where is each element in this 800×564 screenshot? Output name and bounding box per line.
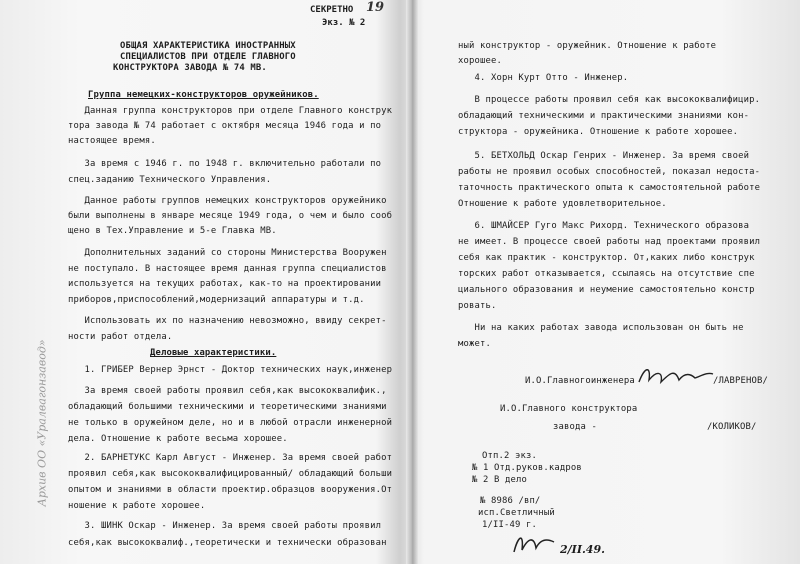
signature-lavrenov [635, 362, 715, 390]
handwritten-initials [510, 528, 560, 558]
group-heading: Группа немецких-конструкторов оружейников. [88, 90, 319, 100]
business-characteristics-heading: Деловые характеристики. [150, 348, 277, 358]
page-gutter [406, 0, 418, 564]
archive-watermark: Архив ОО «Уралвагонзавод» [35, 339, 49, 507]
right-page: ный конструктор - оружейник. Отношение к работе хорошее. 4. Хорн Курт Отто - Инженер. В процессе работы проявил себя как высококвалифицир. обладающий техническими и практическими знаниями кон- структора - оружейника. Отношение к работе хорошее. 5. БЕТХОЛЬД Оскар Генрих - Инженер. За время своей работы не проявил особых способностей, показал недоста- таточность практического опыта к самостоятельной работе Отношение к работе удовлетворительное. 6. ШМАЙСЕР Гуго Макс Рихорд. Технического образова не имеет. В процессе своей работы над проектами проявил себя как практик - конструктор. От,каких либо конструк торских работ отказывается, ссылаясь на отсутствие спе циального образования и неумение самостоятельно констр ровать. Ни на каких работах завода использован он быть не может. И.О.Главногоинженера /ЛАВРЕНОВ/ И.О.Главного конструктора завода - /КОЛИКОВ/ Отп.2 экз. № 1 Отд.руков.кадров № 2 В дело № 8986 /вп/ исп.Светличный 1/II-49 г. 2/II.49. [458, 41, 768, 556]
handwritten-page-number: 19 [366, 0, 385, 15]
copy-number-stamp: Экз. № 2 [322, 18, 366, 28]
secret-stamp: СЕКРЕТНО [310, 5, 354, 15]
handwritten-date: 2/II.49. [560, 543, 605, 556]
left-page: СЕКРЕТНО Экз. № 2 19 Архив ОО «Уралвагонзавод» ОБЩАЯ ХАРАКТЕРИСТИКА ИНОСТРАННЫХ СПЕЦИАЛИСТОВ ПРИ ОТДЕЛЕ ГЛАВНОГО КОНСТРУКТОРА ЗАВОДА № 74 МВ. Группа немецких-конструкторов оружейников. Данная группа конструкторов при отделе Главного конструк тора завода № 74 работает с октября месяца 1946 года и по настоящее время. За время с 1946 г. по 1948 г. включительно работали по спец.заданию Технического Управления. Данное работы группов немецких конструкторов оружейнико были выполнены в январе месяце 1949 года, о чем и было сооб щено в Тех.Управление и 5-е Главка МВ. Дополнительных заданий со стороны Министерства Вооружен не поступало. В настоящее время данная группа специалистов используется на текущих работах, как-то на проектировании приборов,приспособлений,модернизаций аппаратуры и т.д. Использовать их по назначению невозможно, ввиду секрет- ности работ отдела. Деловые характеристики. 1. ГРИБЕР Вернер Эрнст - Доктор технических наук,инженер За время своей работы проявил себя,как высококвалифик., обладающий большими техническими и теоретическими знаниями не только в оружейном деле, но и в любой отрасли инженерной дела. Отношение к работе весьма хорошее. 2. БАРНЕТУКС Карл Август - Инженер. За время своей работ проявил себя,как высококвалифицированный/ обладающий больши опытом и знаниями в области проектир.образцов вооружения.От ношение к работе хорошее. 3. ШИНК Оскар - Инженер. За время своей работы проявил себя,как высококвалиф.,теоретически и технически образован [35, 0, 393, 548]
